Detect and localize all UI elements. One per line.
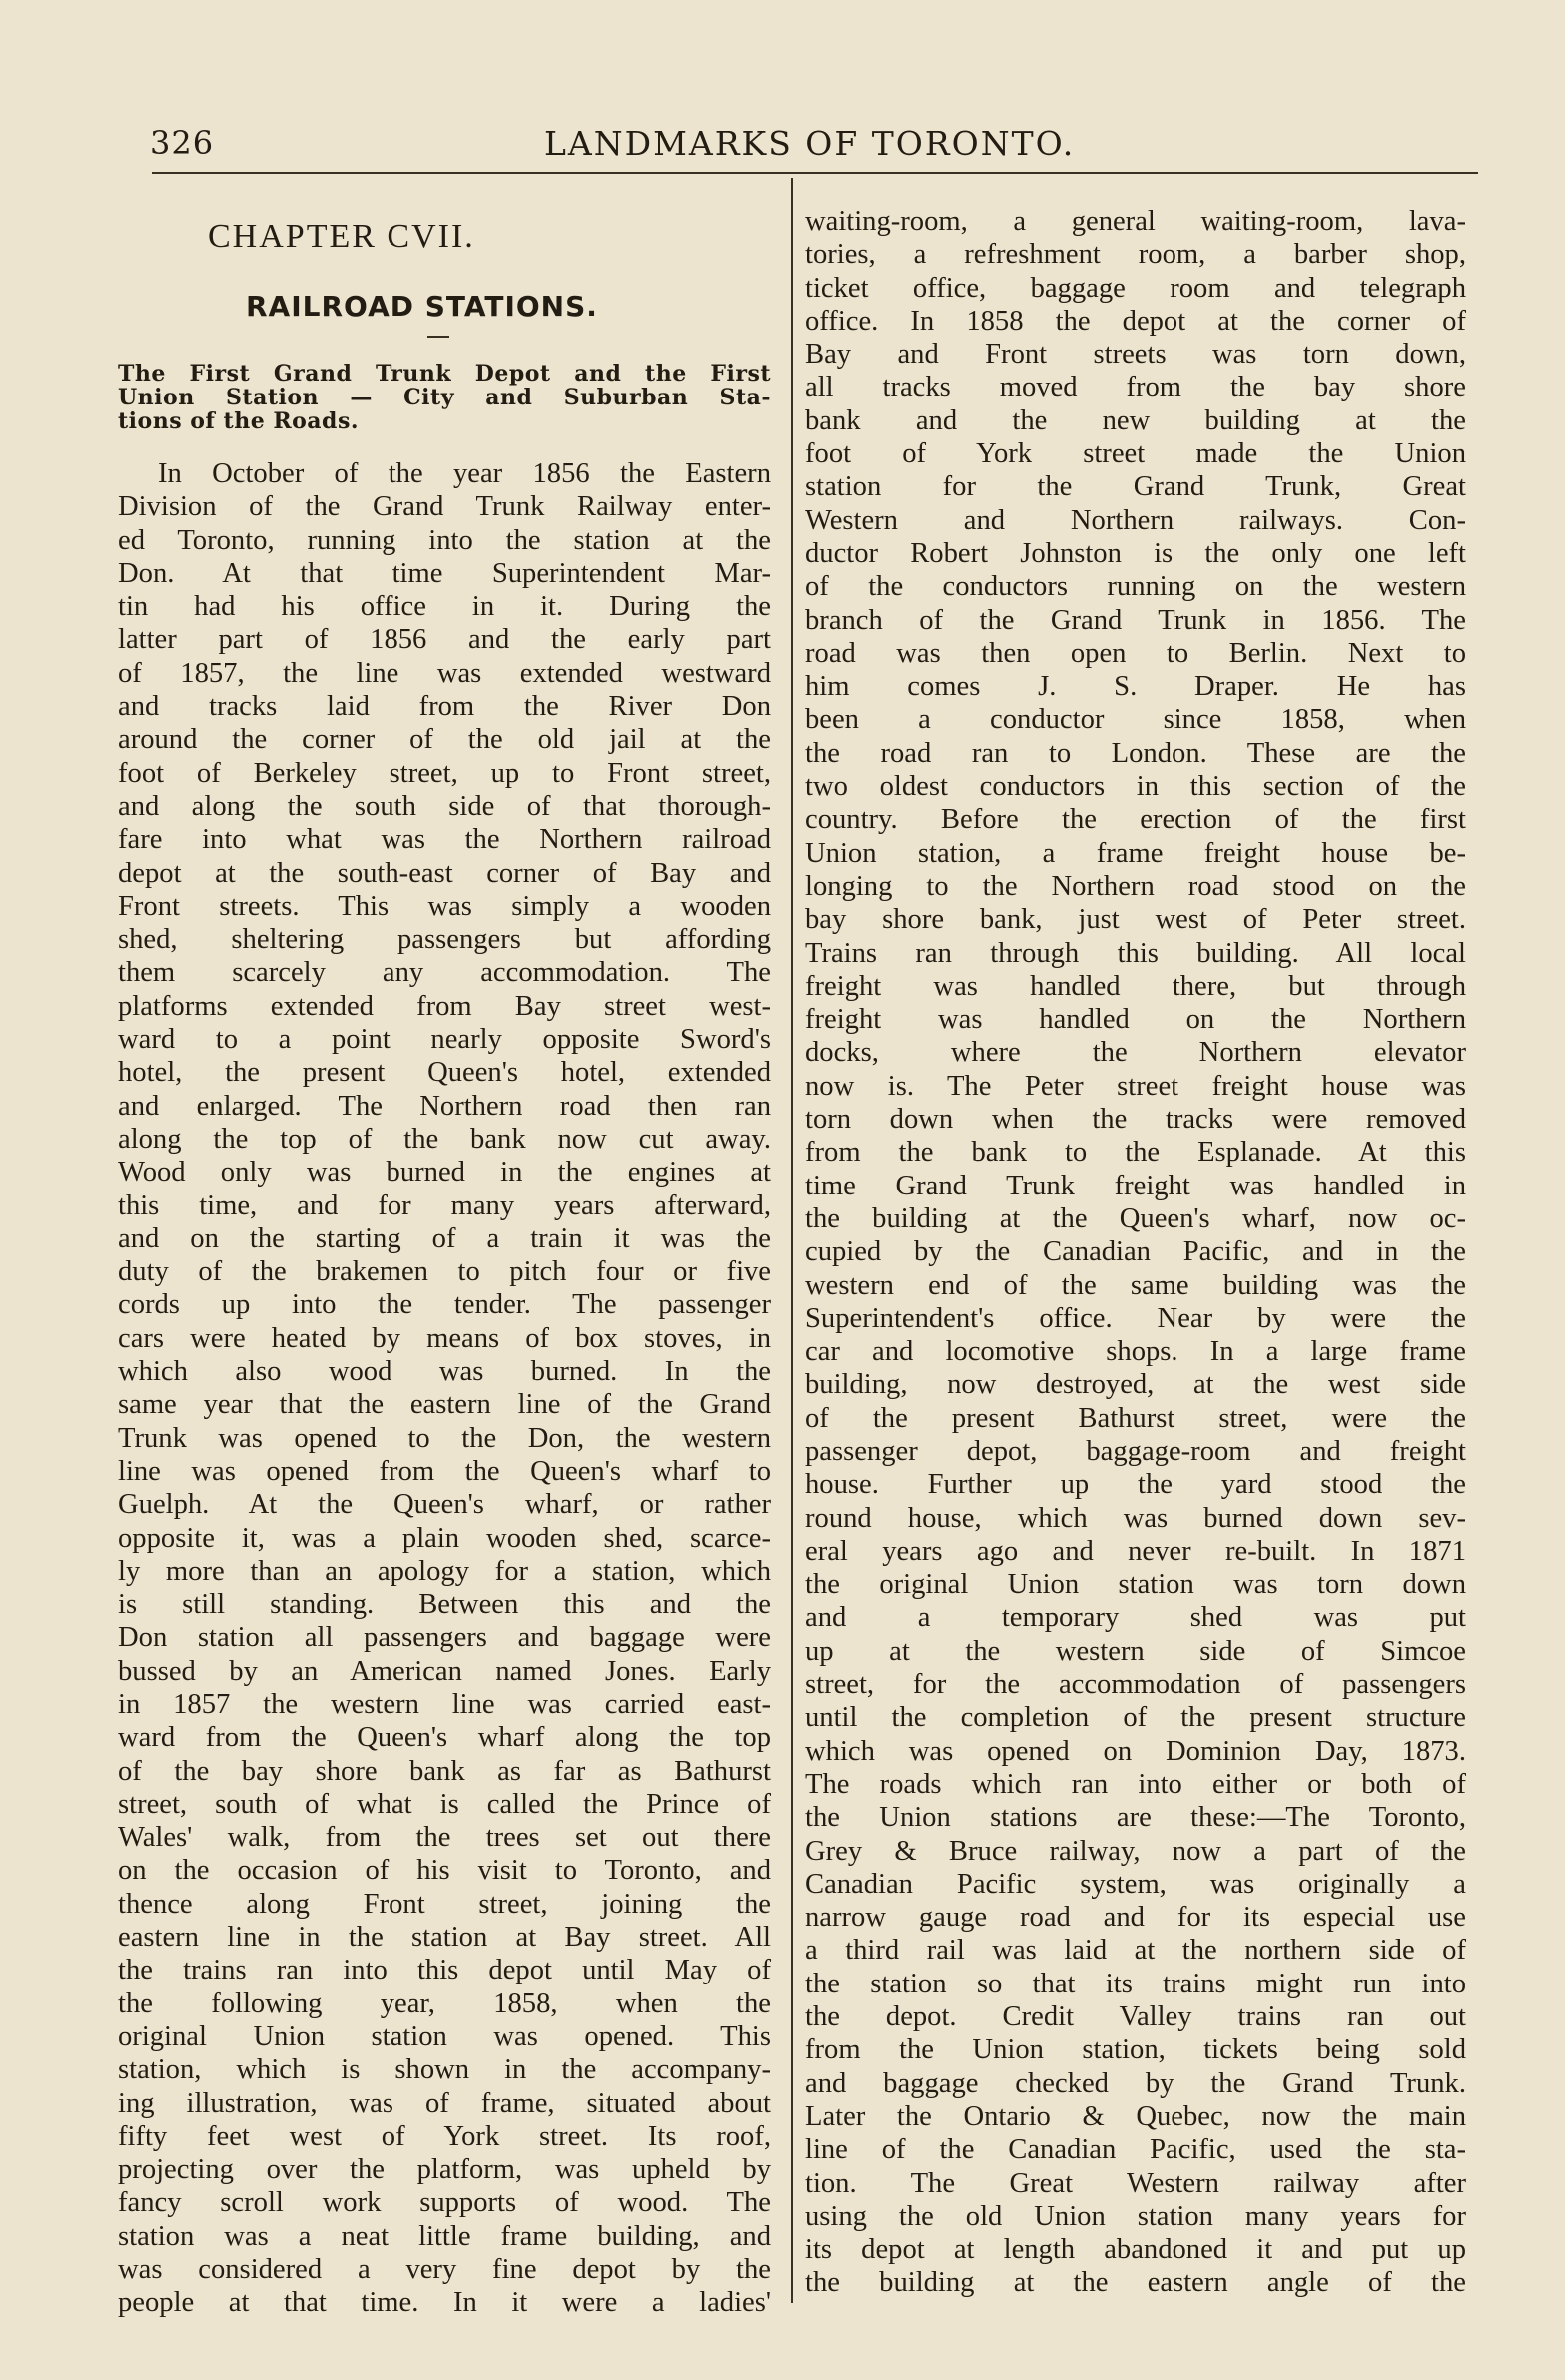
text-line: opposite it, was a plain wooden shed, scarce- [118,1522,771,1554]
text-line: its depot at length abandoned it and put up [805,2234,1466,2266]
text-line: the road ran to London. These are the [805,737,1466,769]
text-line: platforms extended from Bay street west- [118,990,771,1022]
text-line: bussed by an American named Jones. Early [118,1655,771,1687]
text-line: same year that the eastern line of the Grand [118,1389,771,1421]
text-line: station for the Grand Trunk, Great [805,471,1466,503]
text-line: the trains ran into this depot until May of [118,1955,771,1986]
text-line: office. In 1858 the depot at the corner of [805,305,1466,337]
text-line: up at the western side of Simcoe [805,1635,1466,1667]
text-line: was considered a very fine depot by the [118,2254,771,2286]
text-line: along the top of the bank now cut away. [118,1123,771,1155]
text-line: which was opened on Dominion Day, 1873. [805,1735,1466,1767]
text-line: Division of the Grand Trunk Railway enter- [118,491,771,523]
text-line: street, south of what is called the Prince of [118,1788,771,1820]
text-line: original Union station was opened. This [118,2020,771,2052]
text-line: ward from the Queen's wharf along the top [118,1722,771,1754]
text-line: people at that time. In it were a ladies' [118,2287,771,2319]
text-line: cords up into the tender. The passenger [118,1289,771,1321]
subhead-line: tions of the Roads. [118,409,359,433]
text-line: Canadian Pacific system, was originally a [805,1868,1466,1900]
text-line: Bay and Front streets was torn down, [805,339,1466,371]
text-line: Front streets. This was simply a wooden [118,890,771,922]
chapter-number: CHAPTER CVII. [208,218,475,255]
text-line: tion. The Great Western railway after [805,2167,1466,2199]
text-line: eastern line in the station at Bay street. All [118,1922,771,1954]
page-header [150,124,1478,174]
text-line: of the present Bathurst street, were the [805,1402,1466,1434]
text-line: cars were heated by means of box stoves, in [118,1322,771,1354]
text-line: waiting-room, a general waiting-room, lava- [805,206,1466,237]
text-line: Guelph. At the Queen's wharf, or rather [118,1489,771,1521]
text-line: building, now destroyed, at the west side [805,1369,1466,1401]
text-line: the station so that its trains might run into [805,1968,1466,1999]
text-line: depot at the south-east corner of Bay and [118,857,771,889]
text-line: now is. The Peter street freight house was [805,1070,1466,1102]
text-line: fancy scroll work supports of wood. The [118,2187,771,2219]
text-line: duty of the brakemen to pitch four or five [118,1256,771,1288]
text-line: of the bay shore bank as far as Bathurst [118,1755,771,1787]
text-line: the building at the Queen's wharf, now oc- [805,1202,1466,1234]
text-line: is still standing. Between this and the [118,1589,771,1621]
text-line: the depot. Credit Valley trains ran out [805,2001,1466,2033]
text-line: which also wood was burned. In the [118,1356,771,1388]
text-line: thence along Front street, joining the [118,1888,771,1920]
text-line: longing to the Northern road stood on the [805,870,1466,902]
text-line: shed, sheltering passengers but affording [118,924,771,956]
text-line: using the old Union station many years for [805,2200,1466,2232]
text-line: the original Union station was torn down [805,1569,1466,1601]
text-line: around the corner of the old jail at the [118,724,771,756]
header-rule [152,172,1478,174]
text-line: country. Before the erection of the first [805,804,1466,836]
running-title: LANDMARKS OF TORONTO. [544,124,1076,163]
text-line: tories, a refreshment room, a barber shop, [805,239,1466,271]
text-line: Wales' walk, from the trees set out there [118,1822,771,1854]
text-line: eral years ago and never re-built. In 1871 [805,1535,1466,1567]
text-line: Don station all passengers and baggage were [118,1622,771,1654]
text-line: projecting over the platform, was upheld by [118,2154,771,2186]
text-line: of 1857, the line was extended westward [118,657,771,689]
text-line: bay shore bank, just west of Peter street. [805,904,1466,936]
text-line: passenger depot, baggage-room and freight [805,1435,1466,1467]
text-line: the following year, 1858, when the [118,1987,771,2019]
text-line: and baggage checked by the Grand Trunk. [805,2067,1466,2099]
text-line: foot of Berkeley street, up to Front street, [118,757,771,789]
text-line: station, which is shown in the accompany- [118,2054,771,2086]
text-line: them scarcely any accommodation. The [118,957,771,989]
page-number: 326 [150,124,215,162]
text-line: fare into what was the Northern railroad [118,824,771,856]
text-line: foot of York street made the Union [805,438,1466,470]
chapter-title: RAILROAD STATIONS. [246,290,598,323]
text-line: two oldest conductors in this section of the [805,771,1466,803]
title-rule [427,336,449,338]
text-line: been a conductor since 1858, when [805,704,1466,736]
text-line: ly more than an apology for a station, which [118,1555,771,1587]
text-line: in 1857 the western line was carried east- [118,1688,771,1720]
text-line: Wood only was burned in the engines at [118,1157,771,1189]
chapter-subhead [118,362,771,433]
text-line: Don. At that time Superintendent Mar- [118,557,771,589]
text-line: house. Further up the yard stood the [805,1469,1466,1501]
text-line: from the bank to the Esplanade. At this [805,1137,1466,1169]
text-line: station was a neat little frame building, and [118,2220,771,2252]
text-line: freight was handled on the Northern [805,1004,1466,1036]
text-line: this time, and for many years afterward, [118,1190,771,1221]
text-line: on the occasion of his visit to Toronto, and [118,1855,771,1887]
text-line: torn down when the tracks were removed [805,1104,1466,1136]
text-line: branch of the Grand Trunk in 1856. The [805,604,1466,636]
text-line: The roads which ran into either or both of [805,1768,1466,1800]
text-line: ing illustration, was of frame, situated about [118,2087,771,2119]
text-line: Trains ran through this building. All local [805,937,1466,969]
text-line: car and locomotive shops. In a large frame [805,1336,1466,1368]
text-line: and tracks laid from the River Don [118,691,771,723]
text-line: the building at the eastern angle of the [805,2267,1466,2299]
column-divider [791,178,793,2303]
text-line: tin had his office in it. During the [118,591,771,623]
text-line: and on the starting of a train it was the [118,1222,771,1254]
text-line: ductor Robert Johnston is the only one left [805,537,1466,569]
text-line: the Union stations are these:—The Toronto, [805,1802,1466,1834]
text-line: freight was handled there, but through [805,970,1466,1002]
text-line: from the Union station, tickets being sold [805,2034,1466,2066]
subhead-line: The First Grand Trunk Depot and the First [118,362,771,386]
text-line: Grey & Bruce railway, now a part of the [805,1835,1466,1867]
text-line: docks, where the Northern elevator [805,1037,1466,1069]
left-column-text [118,457,771,2320]
text-line: cupied by the Canadian Pacific, and in the [805,1236,1466,1268]
subhead-line: Union Station — City and Suburban Sta- [118,386,771,409]
text-line: of the conductors running on the western [805,571,1466,603]
text-line: hotel, the present Queen's hotel, extended [118,1057,771,1089]
text-line: Union station, a frame freight house be- [805,837,1466,869]
text-line: In October of the year 1856 the Eastern [158,458,771,489]
text-line: bank and the new building at the [805,404,1466,436]
text-line: Trunk was opened to the Don, the western [118,1422,771,1454]
text-line: round house, which was burned down sev- [805,1502,1466,1534]
text-line: all tracks moved from the bay shore [805,372,1466,403]
text-line: ed Toronto, running into the station at the [118,524,771,556]
text-line: line of the Canadian Pacific, used the sta- [805,2134,1466,2166]
right-column [805,205,1466,2300]
right-column-text [805,205,1466,2300]
text-line: narrow gauge road and for its especial use [805,1902,1466,1934]
text-line: Superintendent's office. Near by were the [805,1302,1466,1334]
text-line: line was opened from the Queen's wharf to [118,1455,771,1487]
text-line: latter part of 1856 and the early part [118,624,771,656]
text-line: road was then open to Berlin. Next to [805,637,1466,669]
text-line: until the completion of the present structure [805,1702,1466,1734]
text-line: western end of the same building was the [805,1269,1466,1301]
left-column [118,180,771,2320]
text-line: Later the Ontario & Quebec, now the main [805,2100,1466,2132]
text-line: street, for the accommodation of passengers [805,1669,1466,1701]
text-line: Western and Northern railways. Con- [805,504,1466,536]
text-line: ward to a point nearly opposite Sword's [118,1024,771,1056]
text-line: ticket office, baggage room and telegraph [805,272,1466,304]
text-line: and a temporary shed was put [805,1602,1466,1634]
text-line: and enlarged. The Northern road then ran [118,1090,771,1122]
text-line: time Grand Trunk freight was handled in [805,1170,1466,1201]
text-line: and along the south side of that thorough- [118,790,771,822]
text-line: fifty feet west of York street. Its roof, [118,2120,771,2152]
text-line: a third rail was laid at the northern side of [805,1935,1466,1967]
text-line: him comes J. S. Draper. He has [805,671,1466,703]
